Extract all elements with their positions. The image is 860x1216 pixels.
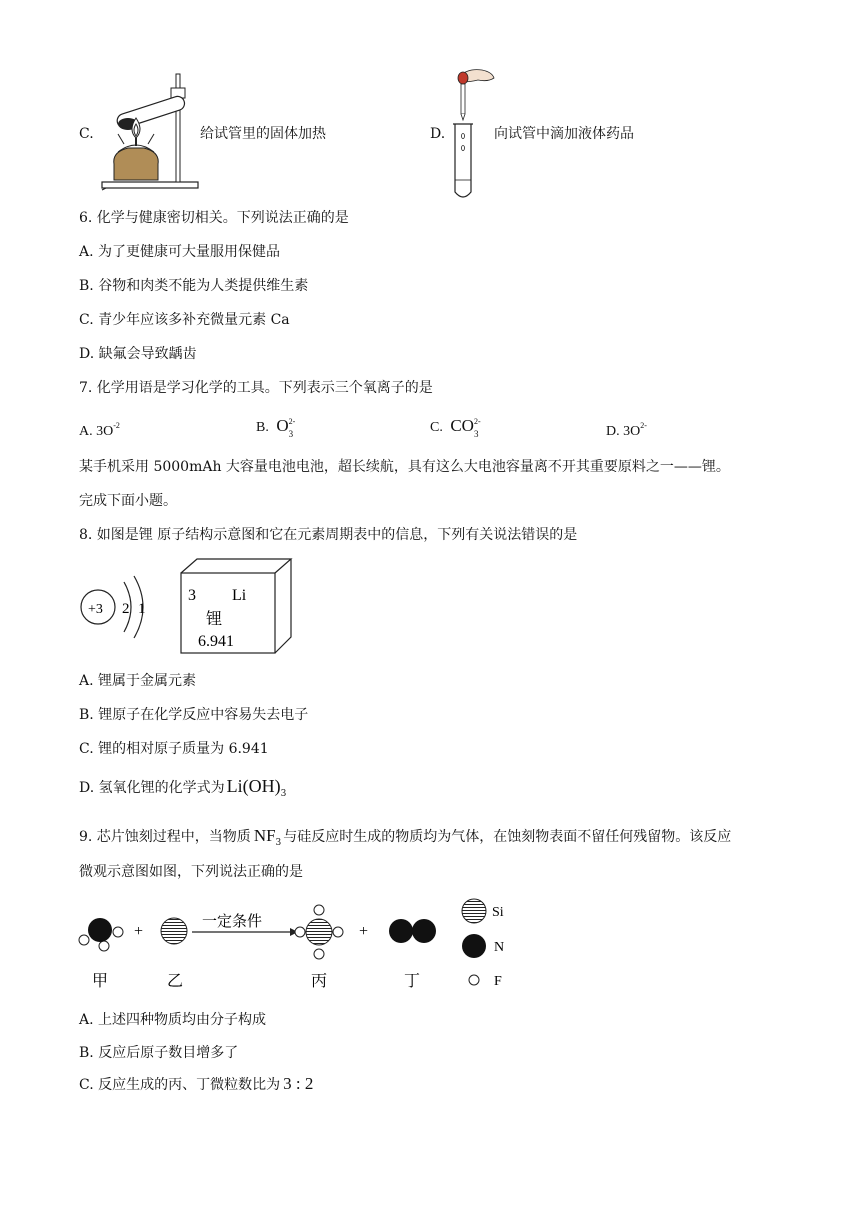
label-bing: 丙 (311, 973, 328, 990)
label-ding: 丁 (404, 973, 421, 990)
atom-shell-1-electrons: 2 (122, 601, 130, 617)
reaction-micro-diagram (72, 894, 522, 994)
atom-shell-2-electrons: 1 (138, 601, 146, 617)
q7-option-a-charge: -2 (113, 421, 120, 430)
q9-stem-formula: NF (253, 826, 276, 845)
q7-option-c[interactable] (430, 416, 486, 438)
q9-option-b[interactable]: B. 反应后原子数目增多了 (79, 1045, 239, 1061)
q7-option-d[interactable] (606, 416, 647, 442)
molecule-ding (389, 919, 436, 943)
q7-option-d-prefix: D. 3O (606, 424, 641, 439)
reaction-plus-2: + (359, 923, 369, 940)
q6-option-a[interactable]: A. 为了更健康可大量服用保健品 (79, 244, 281, 260)
q6-option-c[interactable]: C. 青少年应该多补充微量元素 Ca (79, 312, 290, 328)
label-jia: 甲 (92, 973, 109, 990)
q9-option-c-ratio: 3 : 2 (283, 1074, 314, 1093)
q9-stem-part-1: 9. 芯片蚀刻过程中，当物质 (79, 829, 251, 845)
q5-option-d-letter[interactable]: D. (430, 126, 446, 142)
dropper-test-tube-figure (448, 66, 498, 202)
q5-option-c-text: 给试管里的固体加热 (200, 126, 326, 142)
q9-option-c[interactable] (79, 1074, 313, 1095)
q7-option-c-prefix: C. (430, 420, 443, 435)
legend-n: N (494, 940, 505, 955)
intro-line-2: 完成下面小题。 (79, 493, 177, 509)
q7-option-b-charge: 2- (288, 417, 296, 426)
cell-atomic-mass: 6.941 (198, 633, 234, 650)
q6-option-b[interactable]: B. 谷物和肉类不能为人类提供维生素 (79, 278, 309, 294)
q8-option-d-prefix: D. 氢氧化锂的化学式为 (79, 780, 225, 796)
molecule-yi (161, 918, 187, 944)
reaction-condition: 一定条件 (202, 914, 263, 930)
legend-f: F (494, 974, 502, 989)
legend (462, 899, 504, 989)
q8-option-b[interactable]: B. 锂原子在化学反应中容易失去电子 (79, 707, 309, 723)
molecule-jia (79, 918, 123, 951)
q7-option-c-charge: 2- (473, 417, 481, 426)
label-yi: 乙 (167, 973, 184, 990)
q9-stem-subscript: 3 (275, 838, 282, 848)
q7-option-b-formula: O (276, 416, 289, 435)
q9-option-a[interactable]: A. 上述四种物质均由分子构成 (79, 1012, 267, 1028)
q9-stem-line-1 (79, 826, 731, 853)
q8-stem: 8. 如图是锂 原子结构示意图和它在元素周期表中的信息，下列有关说法错误的是 (79, 527, 578, 543)
q9-stem-line-2: 微观示意图如图，下列说法正确的是 (79, 864, 303, 880)
q9-stem-part-2: 与硅反应时生成的物质均为气体，在蚀刻物表面不留任何残留物。该反应 (283, 829, 732, 845)
cell-symbol: Li (232, 587, 247, 604)
q7-option-c-subscript: 3 (473, 429, 479, 439)
q7-stem: 7. 化学用语是学习化学的工具。下列表示三个氧离子的是 (79, 380, 433, 396)
q7-option-b-subscript: 3 (288, 429, 294, 439)
q7-option-b-prefix: B. (256, 420, 269, 435)
q7-option-b[interactable] (256, 416, 301, 438)
q6-stem: 6. 化学与健康密切相关。下列说法正确的是 (79, 210, 349, 226)
q7-option-d-charge: 2- (640, 421, 647, 430)
q6-option-d[interactable]: D. 缺氟会导致龋齿 (79, 346, 197, 362)
lithium-atom-structure-diagram (78, 572, 158, 642)
cell-element-name: 锂 (206, 611, 223, 628)
lithium-periodic-cell (178, 556, 294, 656)
reaction-plus-1: + (134, 923, 144, 940)
molecule-bing (295, 905, 343, 959)
legend-si: Si (492, 905, 504, 920)
q5-option-c-letter[interactable]: C. (79, 126, 94, 142)
q5-option-d-text: 向试管中滴加液体药品 (494, 126, 634, 142)
q7-option-a[interactable] (79, 416, 120, 442)
cell-atomic-number: 3 (188, 587, 196, 604)
q8-option-c[interactable]: C. 锂的相对原子质量为 6.941 (79, 741, 269, 757)
atom-nucleus-charge: +3 (88, 602, 103, 617)
q8-option-d[interactable] (79, 776, 286, 804)
q8-option-d-subscript: 3 (280, 789, 287, 799)
q8-option-d-formula: Li(OH) (226, 776, 281, 796)
q9-option-c-prefix: C. 反应生成的丙、丁微粒数比为 (79, 1077, 281, 1093)
q7-option-a-prefix: A. 3O (79, 424, 114, 439)
alcohol-lamp-heating-figure (98, 68, 208, 193)
q8-option-a[interactable]: A. 锂属于金属元素 (79, 673, 197, 689)
intro-line-1: 某手机采用 5000mAh 大容量电池电池，超长续航，具有这么大电池容量离不开其重要原料之一——锂。 (79, 459, 730, 475)
q7-option-c-formula: CO (450, 416, 474, 435)
